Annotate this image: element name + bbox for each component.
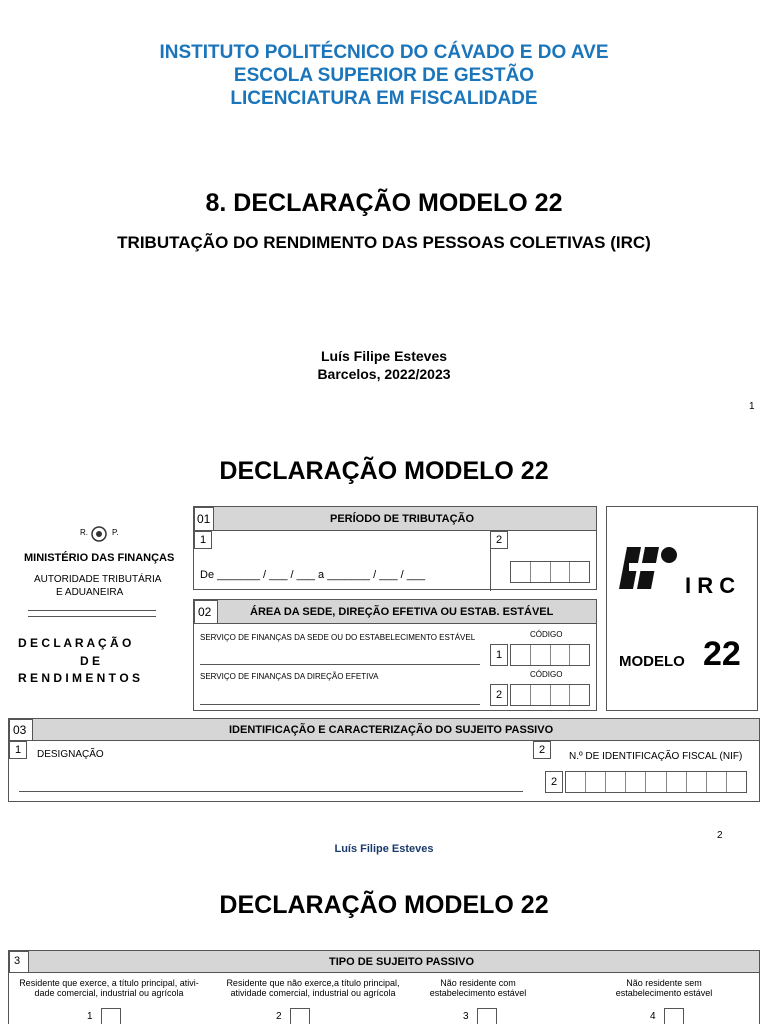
option-label-line: Residente que exerce, a título principal, ativi- [19,978,199,988]
divider [490,531,491,591]
decl-line1: D E C L A R A Ç Ã O [18,636,132,650]
option-label [9,978,209,998]
q01-number: 01 [194,507,214,531]
option-label [413,978,543,998]
tipo-header [9,951,759,973]
q01-box [193,506,597,590]
nif-input-num: 2 [545,771,563,793]
option-label-line: estabelecimento estável [429,988,527,998]
author-block [0,347,768,383]
slide2-title: DECLARAÇÃO MODELO 22 [219,457,549,485]
slide3-title: DECLARAÇÃO MODELO 22 [219,891,549,919]
option-label-line: Não residente com [440,978,516,988]
slide1-title: 8. DECLARAÇÃO MODELO 22 [205,189,563,217]
tipo-title: TIPO DE SUJEITO PASSIVO [329,956,475,968]
option-checkbox[interactable] [290,1008,310,1024]
option-label [599,978,729,998]
option-label-line: Não residente sem [626,978,702,988]
at-logo-icon [619,543,679,593]
q01-field2-num: 2 [490,531,508,549]
option-checkbox[interactable] [477,1008,497,1024]
period-dates: De _______ / ___ / ___ a _______ / ___ / ___ [200,569,426,581]
footer-author: Luís Filipe Esteves [334,843,434,855]
codigo-label: CÓDIGO [530,630,563,639]
decl-line2: D E [80,654,101,668]
institution-line: LICENCIATURA EM FISCALIDADE [230,88,538,109]
modelo-number: 22 [703,635,741,673]
nif-num: 2 [533,741,551,759]
q02-title: ÁREA DA SEDE, DIREÇÃO EFETIVA OU ESTAB. ESTÁVEL [250,606,554,618]
option-num: 2 [276,1011,282,1022]
tipo-number: 3 [9,951,29,973]
q01-header [194,507,596,531]
option-checkbox[interactable] [101,1008,121,1024]
crest-icon [90,524,108,544]
q03-header [9,719,759,741]
code2-num: 2 [490,684,508,706]
option-num: 4 [650,1011,656,1022]
option-label-line: atividade comercial, industrial ou agrícola [230,988,396,998]
service-seat-label: SERVIÇO DE FINANÇAS DA SEDE OU DO ESTABELECIMENTO ESTÁVEL [200,633,476,642]
decl-line3: R E N D I M E N T O S [18,671,141,685]
option-label-line: estabelecimento estável [615,988,713,998]
period-code-input[interactable] [510,561,590,583]
irc-logo-box [606,506,758,711]
option-num: 3 [463,1011,469,1022]
divider [28,616,156,617]
designation-num: 1 [9,741,27,759]
codigo-label: CÓDIGO [530,670,563,679]
nif-label: N.º DE IDENTIFICAÇÃO FISCAL (NIF) [569,751,743,762]
authority-line1: AUTORIDADE TRIBUTÁRIA [34,574,162,585]
q03-box [8,718,760,802]
nif-input[interactable] [565,771,747,793]
institution-header [0,41,768,110]
code1-num: 1 [490,644,508,666]
option-label [213,978,413,998]
service-seat-line[interactable] [200,664,480,665]
code1-input[interactable] [510,644,590,666]
crest-left: R. [80,528,88,537]
option-label-line: dade comercial, industrial ou agrícola [34,988,184,998]
option-checkbox[interactable] [664,1008,684,1024]
page-number: 2 [717,830,723,841]
q01-title: PERÍODO DE TRIBUTAÇÃO [330,513,475,525]
q03-title: IDENTIFICAÇÃO E CARACTERIZAÇÃO DO SUJEITO PASSIVO [229,724,554,736]
service-direction-label: SERVIÇO DE FINANÇAS DA DIREÇÃO EFETIVA [200,672,379,681]
code2-input[interactable] [510,684,590,706]
option-label-line: Residente que não exerce,a título principal, [226,978,400,988]
irc-label: I R C [685,573,736,598]
ministry-block [8,506,188,712]
slide1-subtitle: TRIBUTAÇÃO DO RENDIMENTO DAS PESSOAS COLETIVAS (IRC) [117,233,651,252]
tipo-sujeito-box [8,950,760,1024]
option-num: 1 [87,1011,93,1022]
ministry-name: MINISTÉRIO DAS FINANÇAS [24,552,175,564]
divider [28,610,156,611]
modelo-label: MODELO [619,653,685,670]
institution-line: ESCOLA SUPERIOR DE GESTÃO [233,65,535,86]
q02-header [194,600,596,624]
author-name: Luís Filipe Esteves [320,348,448,364]
service-direction-line[interactable] [200,704,480,705]
q03-number: 03 [9,719,33,741]
institution-line: INSTITUTO POLITÉCNICO DO CÁVADO E DO AVE [159,42,609,63]
authority-line2: E ADUANEIRA [56,587,124,598]
designation-line[interactable] [19,791,523,792]
place-year: Barcelos, 2022/2023 [317,366,451,382]
q02-box [193,599,597,711]
designation-label: DESIGNAÇÃO [37,749,104,760]
page-number: 1 [749,401,755,412]
q02-number: 02 [194,600,218,624]
modelo22-form [8,506,760,802]
crest-right: P. [112,528,119,537]
q01-field1-num: 1 [194,531,212,549]
